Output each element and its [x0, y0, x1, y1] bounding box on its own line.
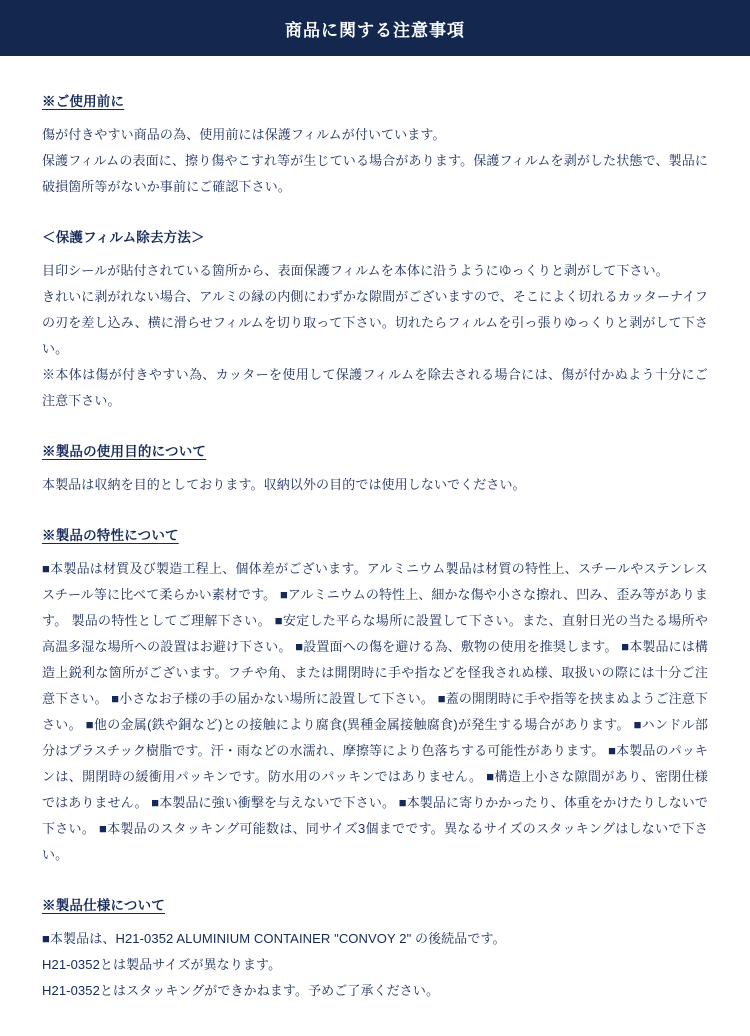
- section-paragraph: 本製品は収納を目的としております。収納以外の目的では使用しないでください。: [42, 477, 526, 492]
- notice-content: [0, 56, 750, 1034]
- section-specifications: [42, 894, 708, 1004]
- page-title: 商品に関する注意事項: [285, 20, 465, 40]
- section-paragraph: 目印シールが貼付されている箇所から、表面保護フィルムを本体に沿うようにゆっくりと剥がして下さい。: [42, 263, 669, 278]
- section-paragraph: 保護フィルムの表面に、擦り傷やこすれ等が生じている場合があります。保護フィルムを剥がした状態で、製品に破損箇所等がないか事前にご確認下さい。: [42, 153, 708, 194]
- section-product-characteristics: [42, 524, 708, 868]
- section-paragraph: H21-0352とはスタッキングができかねます。予めご了承ください。: [42, 983, 440, 998]
- section-before-use: [42, 90, 708, 200]
- section-paragraph: H21-0352とは製品サイズが異なります。: [42, 957, 282, 972]
- section-film-removal: [42, 226, 708, 414]
- section-paragraph: きれいに剥がれない場合、アルミの縁の内側にわずかな隙間がございますので、そこによく切れるカッターナイフの刃を差し込み、横に滑らせフィルムを切り取って下さい。切れたらフィルムを引っ張りゆっくりと剥がして下さい。: [42, 289, 708, 356]
- section-paragraph: ※本体は傷が付きやすい為、カッターを使用して保護フィルムを除去される場合には、傷が付かぬよう十分にご注意下さい。: [42, 367, 708, 408]
- section-paragraph: ■本製品は、H21-0352 ALUMINIUM CONTAINER "CONVOY 2" の後続品です。: [42, 931, 506, 946]
- section-heading: ※ご使用前に: [42, 94, 125, 109]
- section-heading: ＜保護フィルム除去方法＞: [42, 230, 205, 245]
- section-paragraph: 傷が付きやすい商品の為、使用前には保護フィルムが付いています。: [42, 127, 446, 142]
- section-intended-use: [42, 440, 708, 498]
- section-heading: ※製品仕様について: [42, 898, 166, 913]
- section-paragraph: ■本製品は材質及び製造工程上、個体差がございます。アルミニウム製品は材質の特性上、スチールやステンレススチール等に比べて柔らかい素材です。 ■アルミニウムの特性上、細かな傷や小さな擦れ、凹み、歪み等があります。 製品の特性としてご理解下さい。 ■安定した平らな場所に設置して下さい。また、直射日光の当たる場所や高温多湿な場所への設置はお避け下さい。 ■設置面への傷を避ける為、敷物の使用を推奨します。 ■本製品には構造上鋭利な箇所がございます。フチや角、または開閉時に手や指などを怪我されぬ様、取扱いの際には十分ご注意下さい。 ■小さなお子様の手の届かない場所に設置して下さい。 ■蓋の開閉時に手や指等を挟まぬようご注意下さい。 ■他の金属(鉄や銅など)との接触により腐食(異種金属接触腐食)が発生する場合があります。 ■ハンドル部分はプラスチック樹脂です。汗・雨などの水濡れ、摩擦等により色落ちする可能性があります。 ■本製品のパッキンは、開閉時の緩衝用パッキンです。防水用のパッキンではありません。 ■構造上小さな隙間があり、密閉仕様ではありません。 ■本製品に強い衝撃を与えないで下さい。 ■本製品に寄りかかったり、体重をかけたりしないで下さい。 ■本製品のスタッキング可能数は、同サイズ3個までです。異なるサイズのスタッキングはしないで下さい。: [42, 561, 709, 862]
- page-header: [0, 0, 750, 56]
- section-heading: ※製品の特性について: [42, 528, 179, 543]
- section-heading: ※製品の使用目的について: [42, 444, 207, 459]
